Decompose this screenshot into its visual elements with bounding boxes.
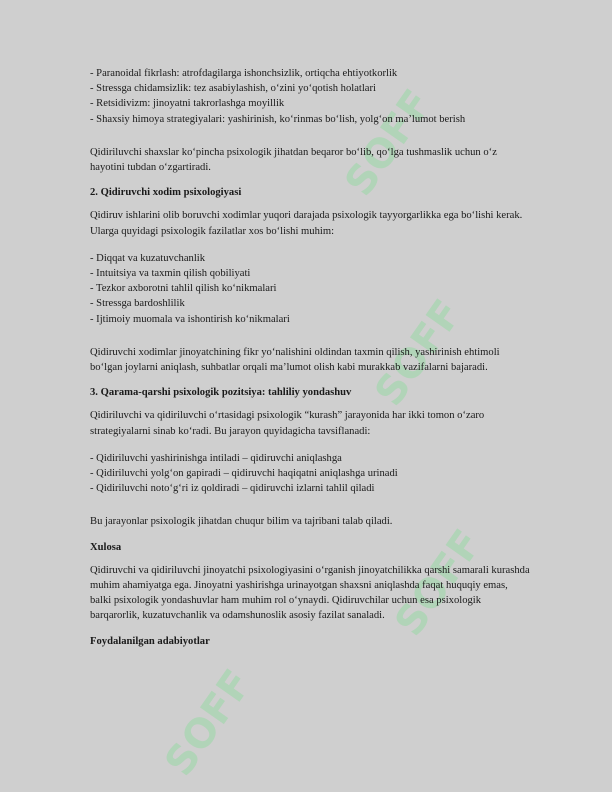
references-heading: Foydalanilgan adabiyotlar <box>90 635 210 647</box>
document-body <box>90 66 530 657</box>
section2-list <box>90 251 530 327</box>
list-item: - Tezkor axborotni tahlil qilish ko‘nikmalari <box>90 283 277 295</box>
list-item: - Stressga chidamsizlik: tez asabiylashish, o‘zini yo‘qotish holatlari <box>90 83 376 95</box>
watermark-2: SOFF <box>366 291 472 415</box>
conclusion-heading: Xulosa <box>90 541 122 553</box>
section3-paragraph1: Qidiriluvchi va qidiriluvchi o‘rtasidagi psixologik “kurash” jarayonida har ikki tomon o‘zaro strategiyalarni sinab ko‘radi. Bu jarayon quyidagicha tavsiflanadi: <box>90 410 485 437</box>
watermark-3: SOFF <box>386 521 492 645</box>
list-item: - Qidiriluvchi yashirinishga intiladi – qidiruvchi aniqlashga <box>90 452 342 464</box>
section2-paragraph2: Qidiruvchi xodimlar jinoyatchining fikr yo‘nalishini oldindan taxmin qilish, yashirinish ehtimoli bo‘lgan joylarni aniqlash, suhbatlar orqali ma’lumot olish kabi murakkab vazifalarni bajaradi. <box>90 346 500 374</box>
list-item: - Stressga bardoshlilik <box>90 298 185 310</box>
section3-list <box>90 451 530 497</box>
watermark-1: SOFF <box>336 81 442 205</box>
list-item: - Paranoidal fikrlash: atrofdagilarga ishonchsizlik, ortiqcha ehtiyotkorlik <box>90 68 398 79</box>
section2-paragraph1: Qidiruv ishlarini olib boruvchi xodimlar yuqori darajada psixologik tayyorgarlikka ega bo‘lishi kerak. Ularga quyidagi psixologik fazilatlar xos bo‘lishi muhim: <box>90 210 523 237</box>
list-item: - Retsidivizm: jinoyatni takrorlashga moyillik <box>90 98 285 110</box>
intro-list <box>90 66 530 127</box>
section3-paragraph2: Bu jarayonlar psixologik jihatdan chuqur bilim va tajribani talab qiladi. <box>90 516 393 528</box>
watermark-4: SOFF <box>156 661 262 785</box>
list-item: - Intuitsiya va taxmin qilish qobiliyati <box>90 268 251 280</box>
list-item: - Ijtimoiy muomala va ishontirish ko‘nikmalari <box>90 313 290 325</box>
section2-heading: 2. Qidiruvchi xodim psixologiyasi <box>90 187 242 199</box>
list-item: - Shaxsiy himoya strategiyalari: yashirinish, ko‘rinmas bo‘lish, yolg‘on ma’lumot berish <box>90 113 466 125</box>
list-item: - Diqqat va kuzatuvchanlik <box>90 252 206 264</box>
section3-heading: 3. Qarama-qarshi psixologik pozitsiya: tahliliy yondashuv <box>90 387 352 399</box>
list-item: - Qidiriluvchi yolg‘on gapiradi – qidiruvchi haqiqatni aniqlashga urinadi <box>90 468 398 480</box>
list-item: - Qidiriluvchi noto‘g‘ri iz qoldiradi – qidiruvchi izlarni tahlil qiladi <box>90 483 375 495</box>
conclusion-paragraph: Qidiruvchi va qidiriluvchi jinoyatchi psixologiyasini o‘rganish jinoyatchilikka qarshi samarali kurashda muhim ahamiyatga ega. Jinoyatni yashirishga urinayotgan shaxsni aniqlashda faqat huquqiy emas, balki psixologik yondashuvlar ham muhim rol o‘ynaydi. Qidiruvchilar uchun esa psixologik barqarorlik, kuzatuvchanlik va odamshunoslik asosiy fazilat sanaladi. <box>90 564 530 622</box>
intro-paragraph: Qidiriluvchi shaxslar ko‘pincha psixologik jihatdan beqaror bo‘lib, qo‘lga tushmaslik uchun o‘z hayotini tubdan o‘zgartiradi. <box>90 146 497 174</box>
